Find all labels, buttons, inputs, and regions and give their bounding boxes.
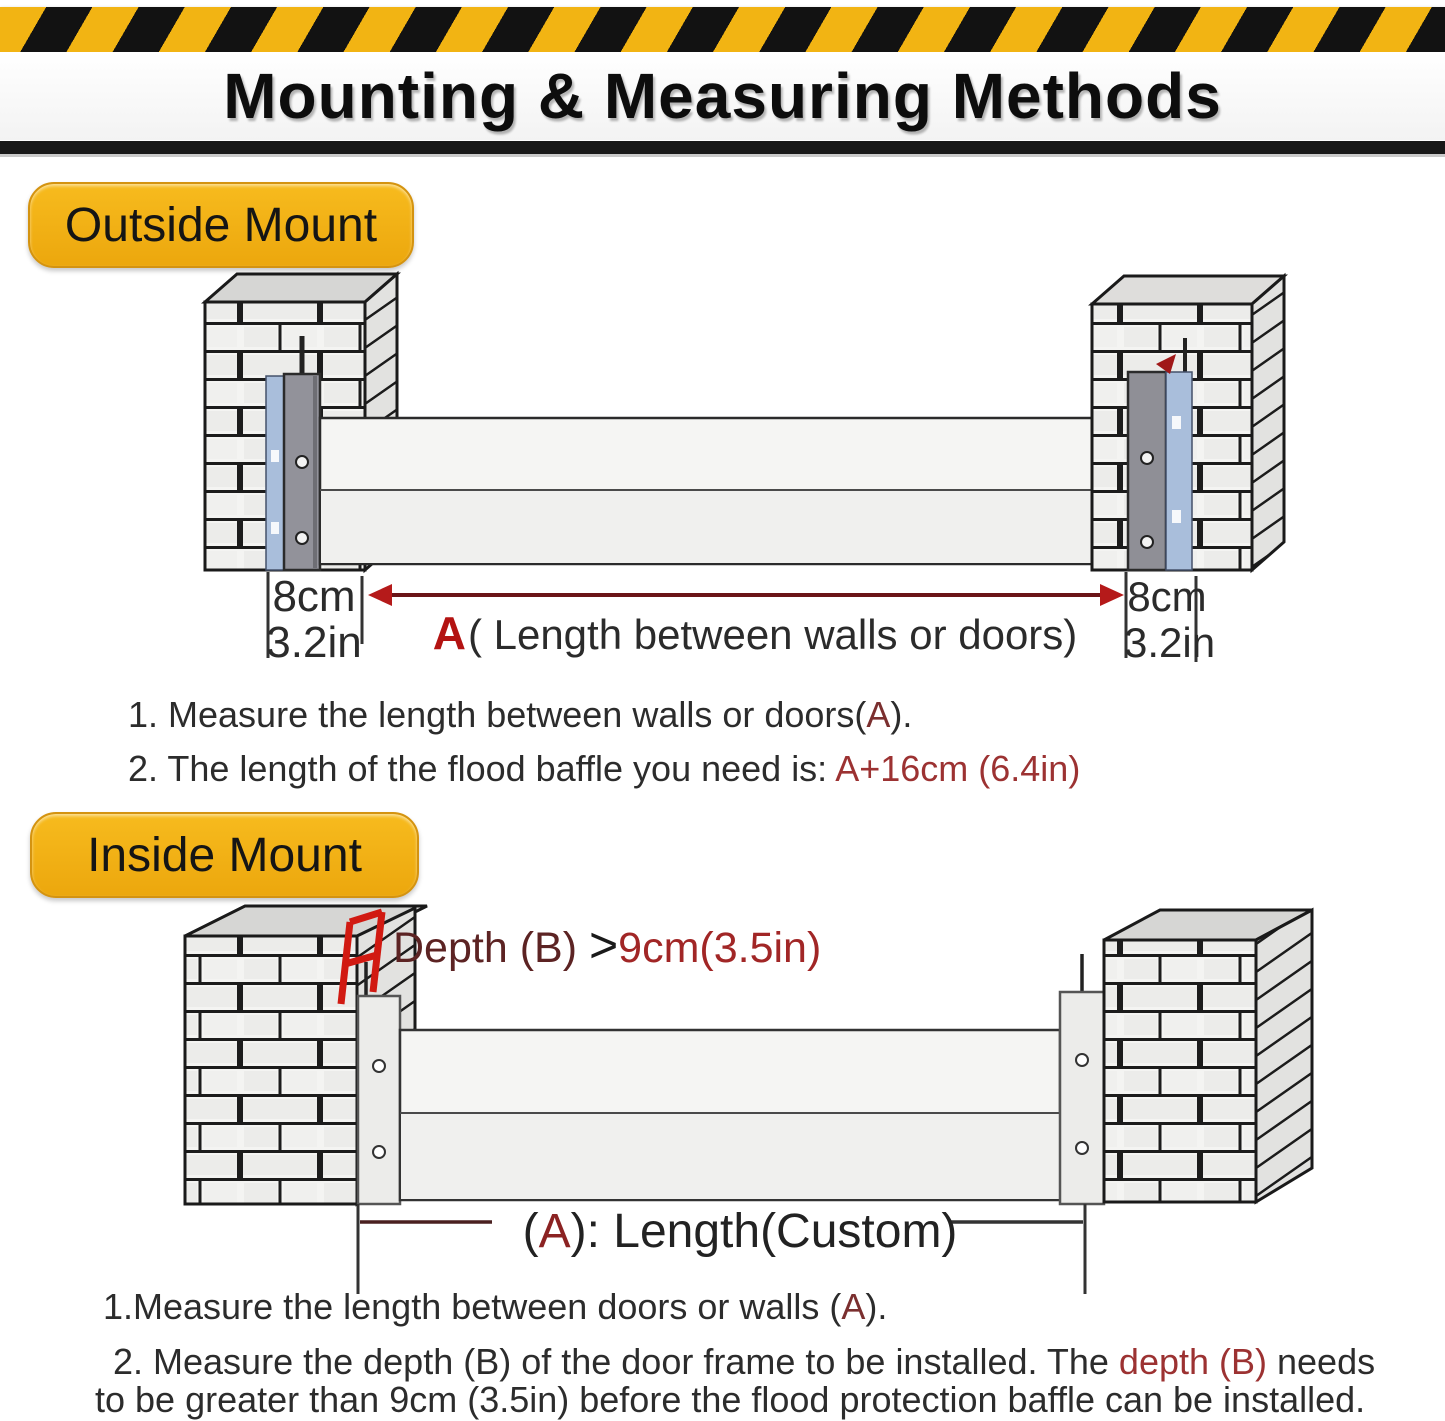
inside-step1-letter: A xyxy=(841,1286,866,1327)
right-offset-text xyxy=(1124,573,1216,666)
inside-step1-suffix: ). xyxy=(865,1286,888,1327)
pillar-side-face xyxy=(1252,276,1284,570)
inside-step2-suffix: needs xyxy=(1267,1341,1376,1382)
screw-hole xyxy=(1141,536,1153,548)
depth-annotation xyxy=(393,916,821,974)
depth-label: Depth (B) xyxy=(393,924,589,972)
outside-step1-letter: A xyxy=(866,694,891,735)
greater-than-symbol: > xyxy=(588,917,619,973)
outside-step2-text: 2. The length of the flood baffle you need is: xyxy=(128,748,836,789)
span-letter: A xyxy=(432,607,466,659)
inside-step-2 xyxy=(113,1341,1375,1383)
left-offset-inch: 3.2in xyxy=(266,618,362,667)
outside-step2-highlight: A+16cm (6.4in) xyxy=(835,748,1081,789)
screw-hole xyxy=(296,456,308,468)
screw-hole xyxy=(1076,1054,1088,1066)
outside-step-2 xyxy=(128,748,1080,790)
inside-step2-line2-text: to be greater than 9cm (3.5in) before the flood protection baffle can be installed. xyxy=(95,1379,1366,1420)
outside-mount-label xyxy=(28,182,414,268)
length-open-paren: ( xyxy=(522,1205,539,1258)
length-text: ): Length(Custom) xyxy=(570,1205,958,1258)
left-offset-text xyxy=(262,574,366,666)
left-offset-cm: 8cm xyxy=(272,572,356,621)
screw-hole xyxy=(373,1146,385,1158)
pillar-front-face xyxy=(185,936,357,1204)
header-divider-line xyxy=(0,154,1445,157)
outside-step-1 xyxy=(128,694,912,736)
length-letter: A xyxy=(538,1205,571,1258)
flood-baffle xyxy=(400,1030,1060,1200)
hazard-stripe-banner xyxy=(0,7,1445,52)
flood-baffle xyxy=(320,418,1126,564)
span-label-text: ( Length between walls or doors) xyxy=(467,611,1078,658)
pillar-side-face xyxy=(1256,910,1312,1202)
inside-mount-label-text: Inside Mount xyxy=(87,828,362,882)
header-divider-bar xyxy=(0,141,1445,154)
mounting-channel-right xyxy=(1128,372,1166,570)
seal-hole xyxy=(1172,416,1181,429)
inside-step2-text: 2. Measure the depth (B) of the door frame to be installed. The xyxy=(113,1341,1119,1382)
inside-step-2-line-2 xyxy=(95,1379,1365,1421)
depth-value: 9cm(3.5in) xyxy=(618,924,822,972)
mounting-channel-left xyxy=(284,374,320,570)
screw-hole xyxy=(373,1060,385,1072)
inside-step1-text: 1.Measure the length between doors or walls ( xyxy=(103,1286,842,1327)
seal-strip-right xyxy=(1166,372,1192,570)
right-offset-cm: 8cm xyxy=(1127,573,1207,620)
page-title: Mounting & Measuring Methods xyxy=(223,60,1222,132)
mounting-channel-right xyxy=(1060,992,1104,1204)
title-band xyxy=(0,52,1445,140)
seal-hole xyxy=(271,450,279,462)
outside-mount-label-text: Outside Mount xyxy=(64,198,378,252)
outside-step1-suffix: ). xyxy=(890,694,913,735)
span-length-label xyxy=(380,606,1130,660)
seal-hole xyxy=(1172,510,1181,523)
inside-step-1 xyxy=(103,1286,887,1328)
inside-step2-highlight: depth (B) xyxy=(1118,1341,1267,1382)
inside-mount-label xyxy=(30,812,419,898)
screw-hole xyxy=(1141,452,1153,464)
mounting-channel-left xyxy=(358,996,400,1204)
length-annotation xyxy=(430,1204,1050,1259)
right-offset-inch: 3.2in xyxy=(1124,619,1216,666)
screw-hole xyxy=(296,532,308,544)
pillar-front-face xyxy=(1104,940,1256,1202)
seal-hole xyxy=(271,522,279,534)
inside-right-pillar xyxy=(1104,910,1312,1202)
outside-step1-text: 1. Measure the length between walls or doors( xyxy=(128,694,867,735)
seal-strip-left xyxy=(266,376,284,570)
screw-hole xyxy=(1076,1142,1088,1154)
